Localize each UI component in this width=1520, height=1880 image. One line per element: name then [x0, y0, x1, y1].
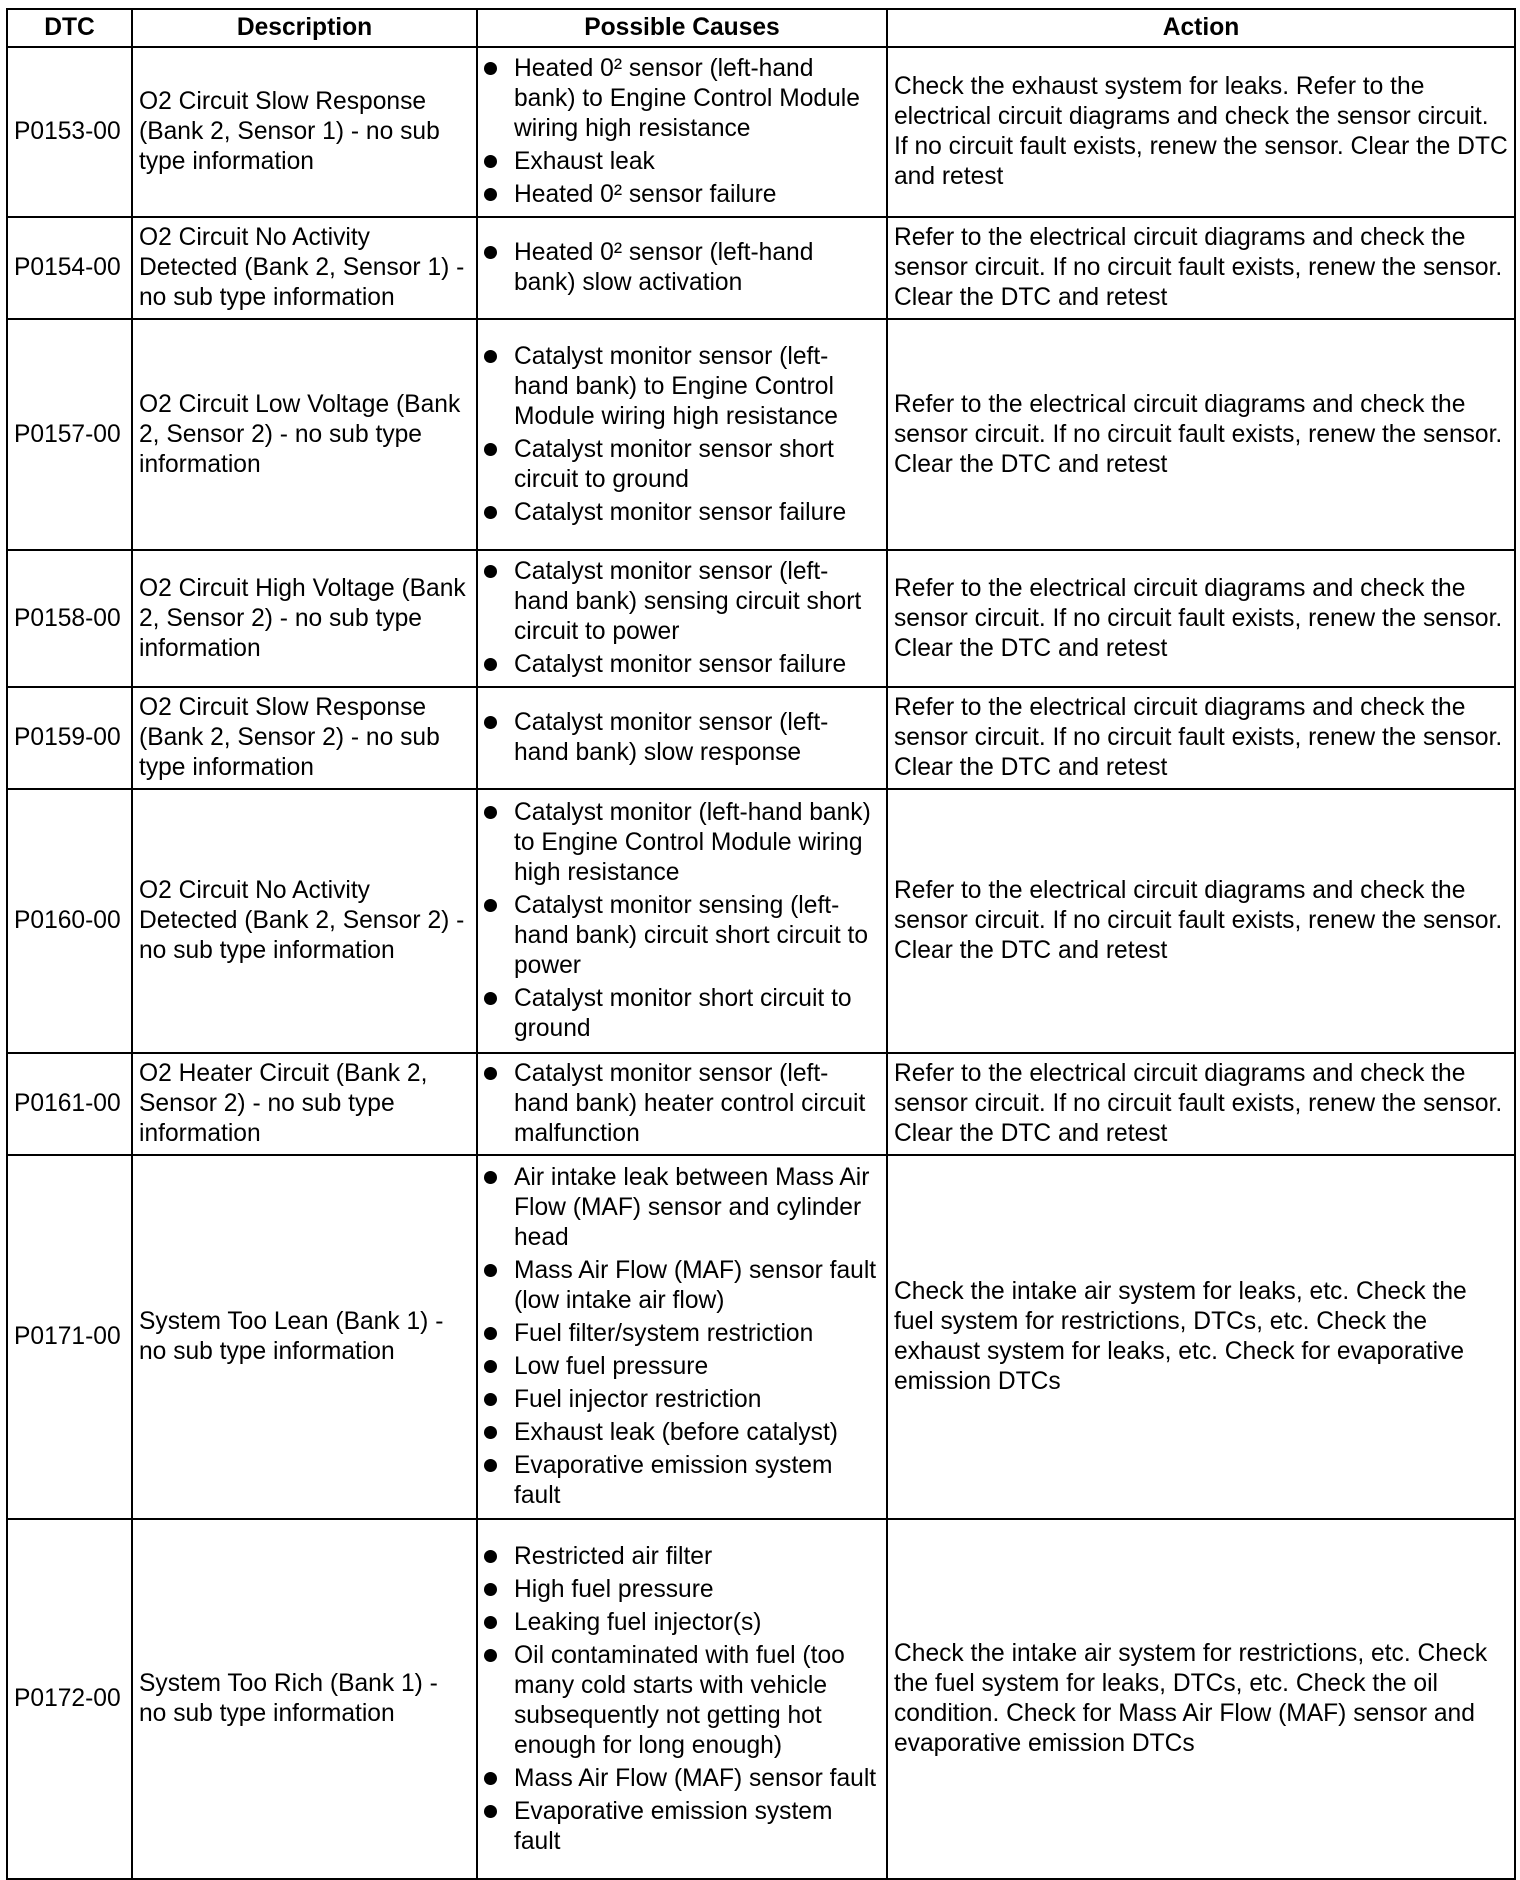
bullet-icon	[484, 716, 497, 729]
possible-causes	[477, 217, 887, 319]
bullet-icon	[484, 1616, 497, 1629]
cause-item: Fuel filter/system restriction	[484, 1319, 880, 1349]
description: O2 Circuit No Activity Detected (Bank 2, Sensor 1) - no sub type information	[132, 217, 477, 319]
header-action: Action	[887, 9, 1515, 47]
cause-item: High fuel pressure	[484, 1575, 880, 1605]
cause-item: Catalyst monitor sensor short circuit to ground	[484, 435, 880, 495]
bullet-icon	[484, 1171, 497, 1184]
cause-item: Catalyst monitor short circuit to ground	[484, 984, 880, 1044]
bullet-icon	[484, 443, 497, 456]
cause-item: Mass Air Flow (MAF) sensor fault	[484, 1764, 880, 1794]
bullet-icon	[484, 1459, 497, 1472]
cause-item: Heated 0² sensor failure	[484, 180, 880, 210]
description: O2 Circuit Slow Response (Bank 2, Sensor 2) - no sub type information	[132, 687, 477, 789]
dtc-code: P0160-00	[7, 789, 132, 1053]
cause-item: Catalyst monitor sensor failure	[484, 498, 880, 528]
possible-causes	[477, 1519, 887, 1879]
bullet-icon	[484, 1649, 497, 1662]
possible-causes	[477, 550, 887, 687]
table-row	[7, 550, 1515, 687]
dtc-code: P0154-00	[7, 217, 132, 319]
bullet-icon	[484, 350, 497, 363]
cause-item: Catalyst monitor (left-hand bank) to Engine Control Module wiring high resistance	[484, 798, 880, 888]
bullet-icon	[484, 1264, 497, 1277]
possible-causes	[477, 1053, 887, 1155]
dtc-code: P0172-00	[7, 1519, 132, 1879]
action: Refer to the electrical circuit diagrams and check the sensor circuit. If no circuit fault exists, renew the sensor. Clear the DTC and retest	[887, 789, 1515, 1053]
table-row	[7, 1155, 1515, 1519]
table-row	[7, 47, 1515, 217]
description: System Too Rich (Bank 1) - no sub type information	[132, 1519, 477, 1879]
bullet-icon	[484, 506, 497, 519]
description: O2 Heater Circuit (Bank 2, Sensor 2) - no sub type information	[132, 1053, 477, 1155]
bullet-icon	[484, 155, 497, 168]
bullet-icon	[484, 1805, 497, 1818]
table-row	[7, 319, 1515, 550]
bullet-icon	[484, 188, 497, 201]
bullet-icon	[484, 246, 497, 259]
dtc-code: P0158-00	[7, 550, 132, 687]
cause-item: Catalyst monitor sensor failure	[484, 650, 880, 680]
bullet-icon	[484, 806, 497, 819]
action: Refer to the electrical circuit diagrams and check the sensor circuit. If no circuit fault exists, renew the sensor. Clear the DTC and retest	[887, 217, 1515, 319]
header-dtc: DTC	[7, 9, 132, 47]
cause-item: Catalyst monitor sensing (left-hand bank) circuit short circuit to power	[484, 891, 880, 981]
bullet-icon	[484, 899, 497, 912]
dtc-code: P0157-00	[7, 319, 132, 550]
bullet-icon	[484, 1426, 497, 1439]
bullet-icon	[484, 1360, 497, 1373]
header-description: Description	[132, 9, 477, 47]
description: O2 Circuit Low Voltage (Bank 2, Sensor 2) - no sub type information	[132, 319, 477, 550]
dtc-table	[6, 8, 1516, 1880]
possible-causes	[477, 687, 887, 789]
cause-item: Catalyst monitor sensor (left-hand bank) sensing circuit short circuit to power	[484, 557, 880, 647]
possible-causes	[477, 789, 887, 1053]
cause-item: Exhaust leak (before catalyst)	[484, 1418, 880, 1448]
table-row	[7, 687, 1515, 789]
cause-item: Exhaust leak	[484, 147, 880, 177]
action: Check the intake air system for restrictions, etc. Check the fuel system for leaks, DTCs, etc. Check the oil condition. Check for Mass Air Flow (MAF) sensor and evaporative emission DTCs	[887, 1519, 1515, 1879]
cause-item: Heated 0² sensor (left-hand bank) slow activation	[484, 238, 880, 298]
cause-item: Leaking fuel injector(s)	[484, 1608, 880, 1638]
bullet-icon	[484, 1393, 497, 1406]
cause-item: Heated 0² sensor (left-hand bank) to Engine Control Module wiring high resistance	[484, 54, 880, 144]
action: Refer to the electrical circuit diagrams and check the sensor circuit. If no circuit fault exists, renew the sensor. Clear the DTC and retest	[887, 687, 1515, 789]
action: Check the intake air system for leaks, etc. Check the fuel system for restrictions, DTCs, etc. Check the exhaust system for leaks, etc. Check for evaporative emission DTCs	[887, 1155, 1515, 1519]
description: O2 Circuit Slow Response (Bank 2, Sensor 1) - no sub type information	[132, 47, 477, 217]
cause-item: Catalyst monitor sensor (left-hand bank) slow response	[484, 708, 880, 768]
possible-causes	[477, 1155, 887, 1519]
dtc-code: P0153-00	[7, 47, 132, 217]
action: Refer to the electrical circuit diagrams and check the sensor circuit. If no circuit fault exists, renew the sensor. Clear the DTC and retest	[887, 550, 1515, 687]
cause-item: Low fuel pressure	[484, 1352, 880, 1382]
action: Refer to the electrical circuit diagrams and check the sensor circuit. If no circuit fault exists, renew the sensor. Clear the DTC and retest	[887, 319, 1515, 550]
cause-item: Fuel injector restriction	[484, 1385, 880, 1415]
header-causes: Possible Causes	[477, 9, 887, 47]
possible-causes	[477, 47, 887, 217]
possible-causes	[477, 319, 887, 550]
bullet-icon	[484, 1067, 497, 1080]
cause-item: Catalyst monitor sensor (left-hand bank) heater control circuit malfunction	[484, 1059, 880, 1149]
cause-item: Restricted air filter	[484, 1542, 880, 1572]
cause-item: Mass Air Flow (MAF) sensor fault (low intake air flow)	[484, 1256, 880, 1316]
dtc-code: P0171-00	[7, 1155, 132, 1519]
table-row	[7, 1053, 1515, 1155]
cause-item: Air intake leak between Mass Air Flow (MAF) sensor and cylinder head	[484, 1163, 880, 1253]
bullet-icon	[484, 1772, 497, 1785]
bullet-icon	[484, 1583, 497, 1596]
action: Check the exhaust system for leaks. Refer to the electrical circuit diagrams and check the sensor circuit. If no circuit fault exists, renew the sensor. Clear the DTC and retest	[887, 47, 1515, 217]
description: O2 Circuit High Voltage (Bank 2, Sensor 2) - no sub type information	[132, 550, 477, 687]
dtc-code: P0159-00	[7, 687, 132, 789]
description: O2 Circuit No Activity Detected (Bank 2, Sensor 2) - no sub type information	[132, 789, 477, 1053]
cause-item: Oil contaminated with fuel (too many cold starts with vehicle subsequently not getting hot enough for long enough)	[484, 1641, 880, 1761]
dtc-code: P0161-00	[7, 1053, 132, 1155]
bullet-icon	[484, 992, 497, 1005]
bullet-icon	[484, 658, 497, 671]
bullet-icon	[484, 62, 497, 75]
bullet-icon	[484, 565, 497, 578]
cause-item: Catalyst monitor sensor (left-hand bank) to Engine Control Module wiring high resistance	[484, 342, 880, 432]
bullet-icon	[484, 1327, 497, 1340]
table-row	[7, 217, 1515, 319]
description: System Too Lean (Bank 1) - no sub type information	[132, 1155, 477, 1519]
bullet-icon	[484, 1550, 497, 1563]
header-row	[7, 9, 1515, 47]
cause-item: Evaporative emission system fault	[484, 1797, 880, 1857]
cause-item: Evaporative emission system fault	[484, 1451, 880, 1511]
table-row	[7, 789, 1515, 1053]
table-row	[7, 1519, 1515, 1879]
action: Refer to the electrical circuit diagrams and check the sensor circuit. If no circuit fault exists, renew the sensor. Clear the DTC and retest	[887, 1053, 1515, 1155]
